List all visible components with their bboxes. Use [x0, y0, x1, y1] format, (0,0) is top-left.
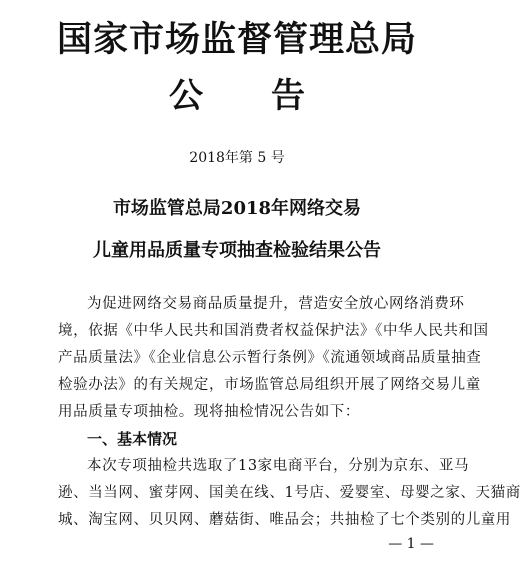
body-line: 本次专项抽检共选取了13家电商平台，分别为京东、亚马: [87, 458, 470, 474]
page-number: — 1 —: [388, 536, 434, 552]
agency-name: 国家市场监督管理总局: [56, 19, 417, 60]
body-line: 为促进网络交易商品质量提升，营造安全放心网络消费环: [87, 296, 465, 312]
notice-heading: [0, 74, 474, 118]
notice-char-left: 公: [169, 76, 203, 116]
section-heading: 一、基本情况: [87, 430, 178, 448]
announcement-title-line-1: 市场监管总局2018年网络交易: [112, 198, 362, 219]
document-number: 2018年第 5 号: [189, 150, 285, 166]
body-line: 境，依据《中华人民共和国消费者权益保护法》《中华人民共和国: [58, 323, 489, 339]
body-line: 逊、当当网、蜜芽网、国美在线、1号店、爱婴室、母婴之家、天猫商: [58, 485, 521, 501]
body-line: 检验办法》的有关规定，市场监管总局组织开展了网络交易儿童: [58, 377, 481, 393]
announcement-title-line-2: 儿童用品质量专项抽查检验结果公告: [93, 240, 381, 261]
body-line: 产品质量法》《企业信息公示暂行条例》《流通领域商品质量抽查: [58, 350, 482, 366]
body-line: 用品质量专项抽检。现将抽检情况公告如下：: [58, 404, 360, 420]
notice-char-right: 告: [271, 76, 305, 116]
body-line: 城、淘宝网、贝贝网、蘑菇街、唯品会；共抽检了七个类别的儿童用: [58, 512, 511, 528]
